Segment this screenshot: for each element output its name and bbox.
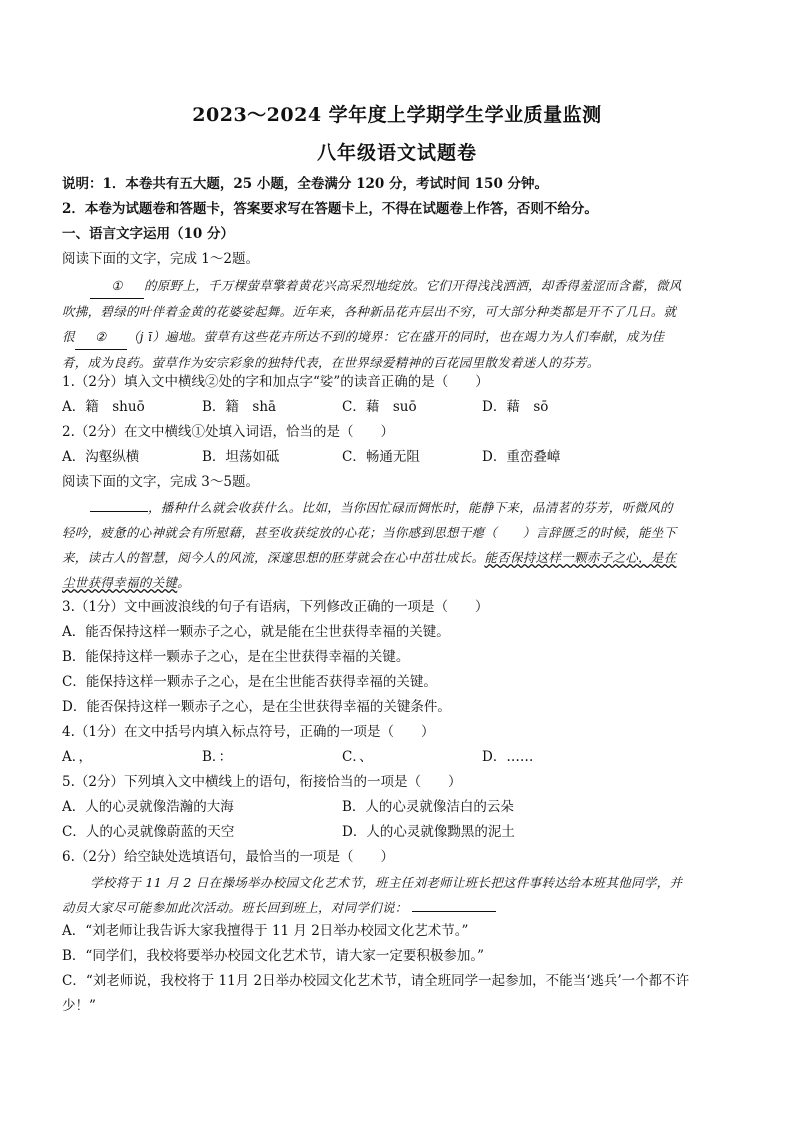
passage1 (62, 273, 732, 375)
q5-option-a: A．人的心灵就像浩瀚的大海 (62, 799, 234, 815)
q5-option-c: C．人的心灵就像蔚蓝的天空 (62, 824, 235, 840)
passage2-line3: 来，读古人的智慧，阅今人的风流，深邃思想的胚芽就会在心中茁壮成长。能否保持这样一颗赤子之心，是在 (62, 550, 677, 565)
q5-option-d: D．人的心灵就像黝黑的泥土 (342, 824, 515, 840)
q6-passage-line2: 动员大家尽可能参加此次活动。班长回到班上，对同学们说： (62, 900, 408, 915)
q5-option-b: B．人的心灵就像洁白的云朵 (342, 799, 514, 815)
q6-option-a: A．“刘老师让我告诉大家我擅得于 11 月 2日举办校园文化艺术节。” (62, 923, 469, 939)
q4-option-a: A．， (62, 749, 92, 765)
q6-passage-line1: 学校将于 11 月 2 日在操场举办校园文化艺术节，班主任刘老师让班长把这件事转达给本班其他同学，并 (90, 875, 683, 890)
q1-option-a: A．籍 shuō (62, 399, 145, 415)
exam-title: 2023～2024 学年度上学期学生学业质量监测 (192, 104, 602, 126)
q5-stem: 5.（2分）下列填入文中横线上的语句，衔接恰当的一项是（ ） (62, 774, 462, 790)
q2-option-a: A．沟壑纵横 (62, 449, 140, 465)
q2-option-b: B．坦荡如砥 (202, 449, 280, 465)
q1-option-d: D．藉 sō (482, 399, 549, 415)
blank-4 (412, 911, 496, 912)
q2-stem: 2.（2分）在文中横线①处填入词语，恰当的是（ ） (62, 424, 394, 440)
wavy-sentence-part2: 尘世获得幸福的关键 (62, 575, 178, 590)
passage1-line1: ① 的原野上，千万棵萤草擎着黄花兴高采烈地绽放。它们开得浅浅洒洒，却香得羞涩而含蓄，微风 (62, 273, 732, 299)
q6-stem: 6.（2分）给空缺处选填语句，最恰当的一项是（ ） (62, 849, 394, 865)
reading1-intro: 阅读下面的文字，完成 1～2题。 (62, 251, 259, 267)
q3-option-b: B．能保持这样一颗赤子之心，是在尘世获得幸福的关键。 (62, 649, 410, 665)
passage1-line4: 肴，成为良药。萤草作为安宗彩象的独特代表，在世界绿爱精神的百花园里散发着迷人的芬芳。 (62, 355, 600, 370)
instruction-2: 2．本卷为试题卷和答题卡，答案要求写在答题卡上，不得在试题卷上作答，否则不给分。 (62, 201, 598, 217)
q6-option-b: B．“同学们，我校将要举办校园文化艺术节，请大家一定要积极参加。” (62, 948, 484, 964)
reading2-intro: 阅读下面的文字，完成 3～5题。 (62, 474, 259, 490)
q3-option-c: C．能保持这样一颗赤子之心，是在尘世能否获得幸福的关键。 (62, 674, 437, 690)
instruction-1: 说明：1．本卷共有五大题，25 小题，全卷满分 120 分，考试时间 150 分钟。 (62, 176, 549, 192)
q6-option-c: C．“刘老师说，我校将于 11月 2日举办校园文化艺术节，请全班同学一起参加，不能当‘逃兵’一个都不许 (62, 973, 690, 989)
q4-stem: 4.（1分）在文中括号内填入标点符号，正确的一项是（ ） (62, 724, 435, 740)
q3-option-a: A．能否保持这样一颗赤子之心，就是能在尘世获得幸福的关键。 (62, 624, 450, 640)
blank-3 (90, 511, 148, 512)
q4-option-c: C．、 (342, 749, 373, 765)
passage2 (62, 495, 732, 595)
q1-option-b: B．籍 shā (202, 399, 277, 415)
blank-2: ② (75, 324, 127, 350)
passage1-line2: 吹拂，碧绿的叶伴着金黄的花婆娑起舞。近年来，各种新品花卉层出不穷，可大部分种类都是开不了几日。就 (62, 304, 677, 319)
passage2-line4: 尘世获得幸福的关键。 (62, 575, 191, 590)
q3-stem: 3.（1分）文中画波浪线的句子有语病，下列修改正确的一项是（ ） (62, 599, 489, 615)
passage2-line1: ，播种什么就会收获什么。比如，当你因忙碌而惆怅时，能静下来，品清茗的芬芳，听微风的 (62, 495, 732, 520)
q4-option-b: B．： (202, 749, 233, 765)
q2-option-c: C．畅通无阻 (342, 449, 420, 465)
passage2-line2: 轻吟，疲惫的心神就会有所慰藉，甚至收获绽放的心花；当你感到思想干瘪（ ）言辞匮乏的时候，能坐下 (62, 525, 677, 540)
q4-option-d: D．…… (482, 749, 534, 765)
q2-option-d: D．重峦叠嶂 (482, 449, 561, 465)
q1-option-c: C．藉 suō (342, 399, 417, 415)
section1-heading: 一、语言文字运用（10 分） (62, 226, 234, 242)
q6-passage (62, 870, 732, 920)
exam-subtitle: 八年级语文试题卷 (316, 142, 477, 164)
blank-1: ① (90, 273, 144, 299)
q1-stem: 1.（2分）填入文中横线②处的字和加点字“娑”的读音正确的是（ ） (62, 374, 489, 390)
q3-option-d: D．能否保持这样一颗赤子之心，是在尘世获得幸福的关键条件。 (62, 699, 451, 715)
q6-option-c-cont: 少！” (62, 998, 96, 1014)
passage1-line3: 很 ② （j ī）遍地。萤草有这些花卉所达不到的境界：它在盛开的同时，也在竭力为人们奉献，成为佳 (62, 324, 732, 350)
wavy-sentence-part1: 能否保持这样一颗赤子之心，是在 (484, 550, 677, 565)
